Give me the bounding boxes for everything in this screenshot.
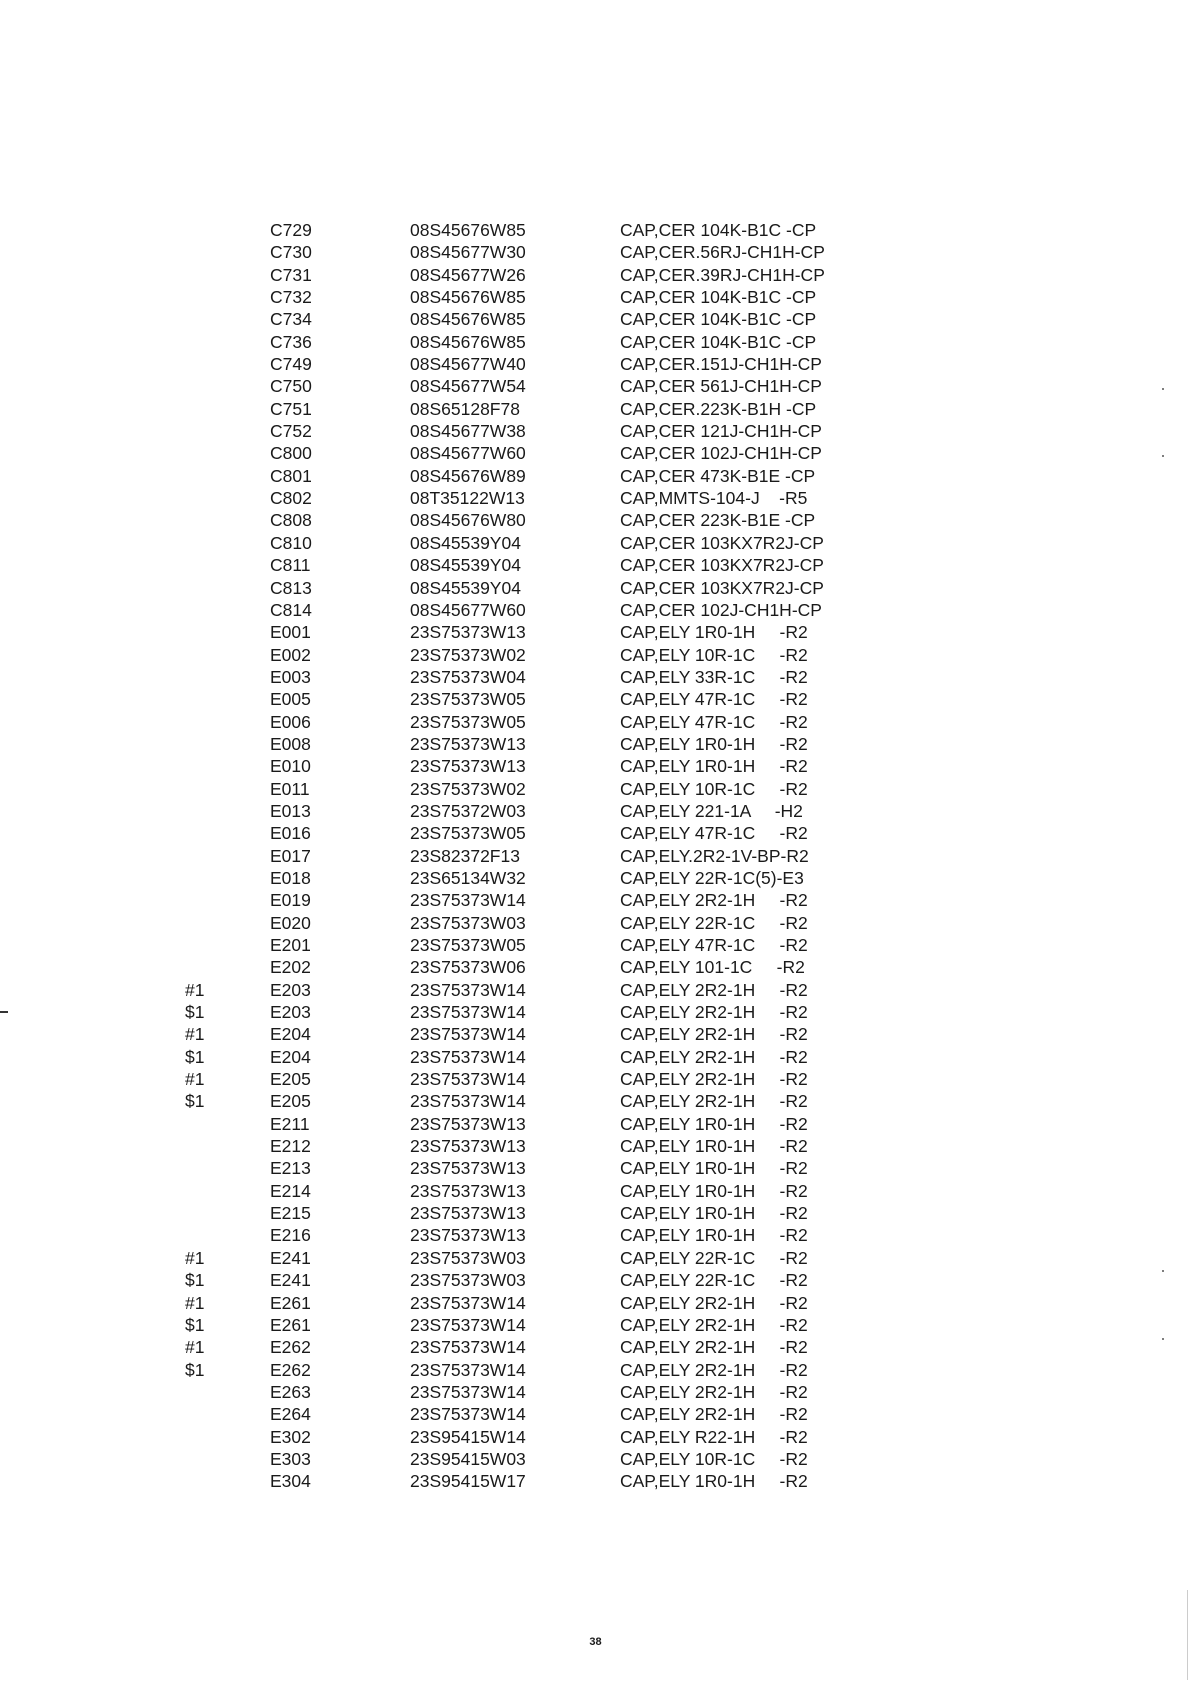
part-number: 08S45677W38 [410,421,526,442]
table-row [0,1247,1191,1269]
part-number: 08S45677W30 [410,242,526,263]
part-description: CAP,CER 103KX7R2J-CP [620,555,824,576]
table-row [0,1157,1191,1179]
part-description: CAP,ELY 1R0-1H -R2 [620,1158,808,1179]
part-number: 23S75373W14 [410,890,526,911]
scan-speck [1162,455,1164,457]
part-description: CAP,CER 223K-B1E -CP [620,510,816,531]
part-description: CAP,CER 103KX7R2J-CP [620,577,824,598]
part-description: CAP,CER 104K-B1C -CP [620,287,817,308]
part-description: CAP,ELY 2R2-1H -R2 [620,1314,808,1335]
table-row [0,979,1191,1001]
reference-designator: E201 [270,935,311,955]
table-row [0,822,1191,844]
reference-designator: C751 [270,398,312,419]
part-number: 23S75373W02 [410,778,526,799]
part-description: CAP,ELY 22R-1C -R2 [620,912,808,933]
reference-designator: E008 [270,733,311,754]
part-number: 23S75373W14 [410,1024,526,1045]
part-number: 23S75373W14 [410,1091,526,1112]
part-number: 08S45677W40 [410,354,526,375]
part-number: 23S75373W14 [410,1337,526,1358]
part-number: 23S65134W32 [410,867,526,888]
part-description: CAP,ELY 47R-1C -R2 [620,935,808,955]
table-row [0,934,1191,956]
part-description: CAP,ELY 2R2-1H -R2 [620,1046,808,1067]
reference-designator: C730 [270,242,312,263]
table-row [0,532,1191,554]
reference-designator: E019 [270,890,311,911]
page-number: 38 [589,1636,602,1648]
table-row [0,1090,1191,1112]
table-row [0,666,1191,688]
part-number: 23S75373W13 [410,756,526,777]
part-description: CAP,CER.39RJ-CH1H-CP [620,264,825,285]
part-number: 23S95415W03 [410,1448,526,1469]
part-number: 23S95415W17 [410,1471,526,1492]
reference-designator: E005 [270,689,311,710]
part-number: 23S75373W14 [410,1046,526,1067]
reference-designator: E013 [270,800,311,821]
table-row [0,264,1191,286]
reference-designator: E204 [270,1024,311,1045]
reference-designator: C801 [270,465,312,486]
part-number: 08S45539Y04 [410,532,521,553]
part-description: CAP,ELY 47R-1C -R2 [620,689,808,710]
row-mark: #1 [185,1024,205,1045]
part-number: 23S75373W13 [410,733,526,754]
row-mark: #1 [185,1337,205,1358]
part-description: CAP,ELY 1R0-1H -R2 [620,756,808,777]
row-mark: #1 [185,1069,205,1090]
part-description: CAP,CER 104K-B1C -CP [620,331,817,352]
part-number: 23S75373W13 [410,1203,526,1224]
row-mark: $1 [185,1046,205,1067]
table-row [0,1023,1191,1045]
table-row [0,599,1191,621]
row-mark: $1 [185,1002,205,1023]
table-row [0,912,1191,934]
reference-designator: E214 [270,1180,311,1201]
reference-designator: E241 [270,1270,311,1291]
reference-designator: C800 [270,443,312,464]
reference-designator: E212 [270,1136,311,1157]
part-number: 08S45676W85 [410,287,526,308]
part-number: 08S45676W89 [410,465,526,486]
part-description: CAP,ELY 1R0-1H -R2 [620,1203,808,1224]
reference-designator: E302 [270,1426,311,1447]
row-mark: #1 [185,1292,205,1313]
table-row [0,889,1191,911]
reference-designator: E205 [270,1091,311,1112]
table-row [0,1269,1191,1291]
part-number: 23S75372W03 [410,800,526,821]
part-number: 08S45676W80 [410,510,526,531]
reference-designator: C749 [270,354,312,375]
part-number: 08T35122W13 [410,488,525,509]
table-row [0,1180,1191,1202]
reference-designator: C729 [270,220,312,240]
reference-designator: E017 [270,845,311,866]
reference-designator: E262 [270,1359,311,1380]
part-number: 23S75373W13 [410,622,526,643]
reference-designator: E216 [270,1225,311,1246]
part-number: 23S75373W03 [410,1270,526,1291]
table-row [0,375,1191,397]
part-description: CAP,CER 104K-B1C -CP [620,220,817,240]
reference-designator: E211 [270,1113,310,1134]
part-description: CAP,ELY 1R0-1H -R2 [620,1113,808,1134]
part-description: CAP,ELY 1R0-1H -R2 [620,733,808,754]
part-number: 08S45539Y04 [410,577,521,598]
table-row [0,1403,1191,1425]
part-description: CAP,ELY 2R2-1H -R2 [620,1292,808,1313]
part-description: CAP,CER 561J-CH1H-CP [620,376,822,397]
table-row [0,1381,1191,1403]
part-number: 23S95415W14 [410,1426,526,1447]
reference-designator: C736 [270,331,312,352]
table-row [0,1001,1191,1023]
table-row [0,1135,1191,1157]
table-row [0,577,1191,599]
table-row [0,219,1191,241]
reference-designator: E205 [270,1069,311,1090]
part-number: 23S75373W14 [410,979,526,1000]
part-description: CAP,ELY 10R-1C -R2 [620,644,808,665]
part-number: 23S75373W05 [410,823,526,844]
part-description: CAP,MMTS-104-J -R5 [620,488,808,509]
part-number: 23S75373W14 [410,1359,526,1380]
part-description: CAP,ELY 101-1C -R2 [620,957,805,978]
row-mark: $1 [185,1270,205,1291]
part-number: 23S75373W13 [410,1158,526,1179]
table-row [0,1113,1191,1135]
part-description: CAP,ELY 2R2-1H -R2 [620,1404,808,1425]
reference-designator: E303 [270,1448,311,1469]
reference-designator: E263 [270,1381,311,1402]
part-description: CAP,ELY 1R0-1H -R2 [620,622,808,643]
part-number: 08S65128F78 [410,398,520,419]
reference-designator: E204 [270,1046,311,1067]
part-number: 23S75373W13 [410,1180,526,1201]
part-description: CAP,CER.151J-CH1H-CP [620,354,822,375]
part-description: CAP,CER.56RJ-CH1H-CP [620,242,825,263]
table-row [0,800,1191,822]
table-row [0,1068,1191,1090]
table-row [0,1470,1191,1492]
reference-designator: C750 [270,376,312,397]
part-description: CAP,CER.223K-B1H -CP [620,398,817,419]
part-description: CAP,ELY 2R2-1H -R2 [620,1091,808,1112]
part-number: 08S45677W60 [410,443,526,464]
table-row [0,1359,1191,1381]
part-number: 08S45676W85 [410,309,526,330]
table-row [0,644,1191,666]
reference-designator: E262 [270,1337,311,1358]
part-description: CAP,ELY 2R2-1H -R2 [620,979,808,1000]
part-description: CAP,CER 102J-CH1H-CP [620,443,822,464]
reference-designator: C802 [270,488,312,509]
reference-designator: E261 [270,1292,311,1313]
part-number: 23S82372F13 [410,845,520,866]
row-mark: #1 [185,979,205,1000]
scan-edge [1187,1590,1188,1680]
part-description: CAP,ELY R22-1H -R2 [620,1426,808,1447]
part-number: 08S45677W60 [410,599,526,620]
reference-designator: E010 [270,756,311,777]
part-number: 23S75373W06 [410,957,526,978]
table-row [0,554,1191,576]
table-row [0,755,1191,777]
table-row [0,1426,1191,1448]
part-description: CAP,CER 103KX7R2J-CP [620,532,824,553]
part-number: 23S75373W05 [410,689,526,710]
part-number: 08S45677W54 [410,376,526,397]
reference-designator: C752 [270,421,312,442]
part-description: CAP,ELY 22R-1C -R2 [620,1270,808,1291]
table-row [0,733,1191,755]
reference-designator: E006 [270,711,311,732]
part-number: 23S75373W14 [410,1292,526,1313]
table-row [0,1046,1191,1068]
part-description: CAP,CER 102J-CH1H-CP [620,599,822,620]
part-number: 23S75373W13 [410,1225,526,1246]
table-row [0,331,1191,353]
part-number: 23S75373W03 [410,1247,526,1268]
reference-designator: E213 [270,1158,311,1179]
part-description: CAP,ELY 2R2-1H -R2 [620,1024,808,1045]
table-row [0,1314,1191,1336]
reference-designator: C814 [270,599,312,620]
part-description: CAP,ELY.2R2-1V-BP-R2 [620,845,809,866]
reference-designator: E241 [270,1247,311,1268]
reference-designator: E003 [270,666,311,687]
part-number: 23S75373W14 [410,1381,526,1402]
part-number: 23S75373W14 [410,1314,526,1335]
row-mark: $1 [185,1314,205,1335]
part-number: 23S75373W02 [410,644,526,665]
reference-designator: C808 [270,510,312,531]
table-row [0,845,1191,867]
reference-designator: E203 [270,1002,311,1023]
scan-speck [1162,1270,1164,1272]
part-description: CAP,ELY 1R0-1H -R2 [620,1136,808,1157]
part-number: 08S45677W26 [410,264,526,285]
part-number: 23S75373W04 [410,666,526,687]
table-row [0,1448,1191,1470]
table-row [0,487,1191,509]
part-number: 23S75373W14 [410,1404,526,1425]
part-description: CAP,ELY 10R-1C -R2 [620,778,808,799]
part-number: 08S45676W85 [410,220,526,240]
reference-designator: E001 [270,622,311,643]
row-mark: $1 [185,1091,205,1112]
part-description: CAP,ELY 221-1A -H2 [620,800,803,821]
table-row [0,509,1191,531]
part-number: 23S75373W14 [410,1002,526,1023]
part-description: CAP,ELY 10R-1C -R2 [620,1448,808,1469]
scan-speck [1162,1338,1164,1340]
row-mark: $1 [185,1359,205,1380]
table-row [0,956,1191,978]
part-number: 23S75373W14 [410,1069,526,1090]
reference-designator: E011 [270,778,310,799]
table-row [0,621,1191,643]
part-description: CAP,ELY 47R-1C -R2 [620,823,808,844]
part-description: CAP,ELY 47R-1C -R2 [620,711,808,732]
reference-designator: E002 [270,644,311,665]
part-description: CAP,CER 121J-CH1H-CP [620,421,822,442]
reference-designator: E018 [270,867,311,888]
reference-designator: E261 [270,1314,311,1335]
table-row [0,1224,1191,1246]
parts-list [0,219,1191,1493]
part-description: CAP,ELY 1R0-1H -R2 [620,1180,808,1201]
reference-designator: E264 [270,1404,311,1425]
table-row [0,465,1191,487]
table-row [0,1336,1191,1358]
table-row [0,308,1191,330]
table-row [0,241,1191,263]
part-description: CAP,ELY 2R2-1H -R2 [620,1337,808,1358]
reference-designator: E202 [270,957,311,978]
part-number: 23S75373W03 [410,912,526,933]
scan-mark [0,1011,8,1013]
reference-designator: C813 [270,577,312,598]
part-number: 08S45676W85 [410,331,526,352]
scan-speck [1162,388,1164,390]
table-row [0,286,1191,308]
reference-designator: C734 [270,309,312,330]
reference-designator: C810 [270,532,312,553]
part-description: CAP,ELY 2R2-1H -R2 [620,1381,808,1402]
reference-designator: E304 [270,1471,311,1492]
table-row [0,688,1191,710]
part-description: CAP,ELY 2R2-1H -R2 [620,1069,808,1090]
part-description: CAP,ELY 33R-1C -R2 [620,666,808,687]
table-row [0,867,1191,889]
part-description: CAP,ELY 2R2-1H -R2 [620,890,808,911]
part-description: CAP,CER 104K-B1C -CP [620,309,817,330]
table-row [0,778,1191,800]
reference-designator: E020 [270,912,311,933]
reference-designator: C731 [270,264,312,285]
part-number: 23S75373W05 [410,711,526,732]
row-mark: #1 [185,1247,205,1268]
table-row [0,420,1191,442]
table-row [0,353,1191,375]
reference-designator: E203 [270,979,311,1000]
reference-designator: C732 [270,287,312,308]
reference-designator: E016 [270,823,311,844]
part-description: CAP,ELY 22R-1C(5)-E3 [620,867,804,888]
part-description: CAP,CER 473K-B1E -CP [620,465,816,486]
part-description: CAP,ELY 2R2-1H -R2 [620,1002,808,1023]
table-row [0,711,1191,733]
table-row [0,442,1191,464]
reference-designator: C811 [270,555,311,576]
part-description: CAP,ELY 2R2-1H -R2 [620,1359,808,1380]
part-description: CAP,ELY 1R0-1H -R2 [620,1225,808,1246]
table-row [0,1202,1191,1224]
reference-designator: E215 [270,1203,311,1224]
part-description: CAP,ELY 1R0-1H -R2 [620,1471,808,1492]
part-number: 23S75373W13 [410,1113,526,1134]
part-description: CAP,ELY 22R-1C -R2 [620,1247,808,1268]
table-row [0,398,1191,420]
table-row [0,1292,1191,1314]
part-number: 08S45539Y04 [410,555,521,576]
part-number: 23S75373W13 [410,1136,526,1157]
part-number: 23S75373W05 [410,935,526,955]
